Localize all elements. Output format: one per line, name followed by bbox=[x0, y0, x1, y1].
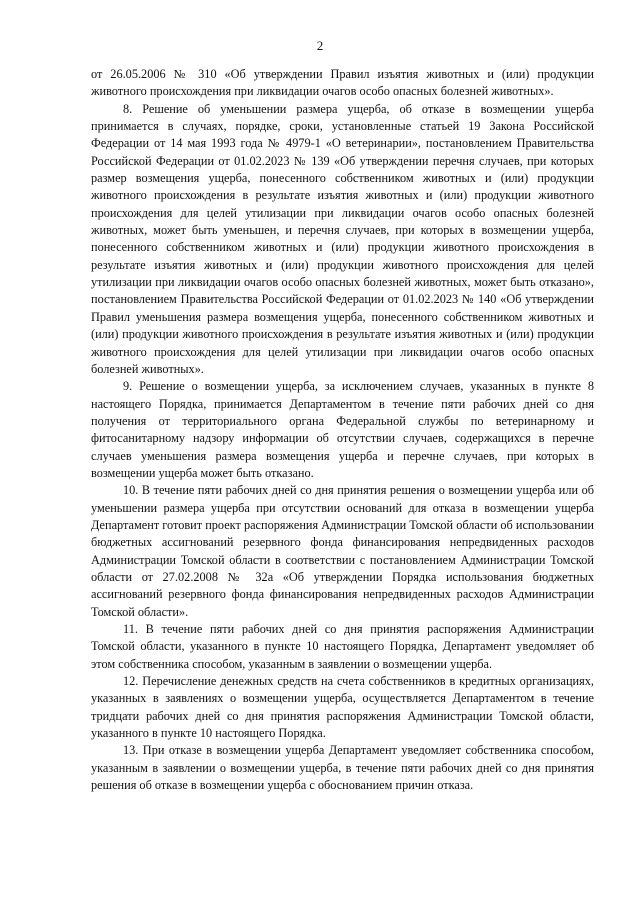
paragraph-9: 9. Решение о возмещении ущерба, за исключением случаев, указанных в пункте 8 настоящего Порядка, принимается Департаментом в течение пяти рабочих дней со дня получения от территориального органа Федеральной службы по ветеринарному и фитосанитарному надзору информации об отсутствии случаев, содержащихся в перечне случаев уменьшения размера возмещения ущерба и перечне случаев, при которых в возмещении ущерба может быть отказано. bbox=[91, 379, 594, 480]
paragraph-continuation: от 26.05.2006 № 310 «Об утверждении Правил изъятия животных и (или) продукции животного происхождения при ликвидации очагов особо опасных болезней животных». bbox=[91, 67, 594, 99]
document-body bbox=[91, 66, 594, 794]
page-number: 2 bbox=[316, 38, 324, 53]
paragraph-8: 8. Решение об уменьшении размера ущерба, об отказе в возмещении ущерба принимается в случаях, порядке, сроки, установленные статьей 19 Закона Российской Федерации от 14 мая 1993 года № 4979-1 «О ветеринарии», постановлением Правительства Российской Федерации от 01.02.2023 № 139 «Об утверждении перечня случаев, при которых размер возмещения ущерба, понесенного собственником животных и (или) продукции животного происхождения в результате изъятия животных и (или) продукции животного происхождения для целей утилизации при ликвидации очагов особо опасных болезней животных, может быть уменьшен, и перечня случаев, при которых в возмещении ущерба, понесенного собственником животных и (или) продукции животного происхождения в результате изъятия животных и (или) продукции животного происхождения для целей утилизации при ликвидации очагов особо опасных болезней животных, может быть отказано», постановлением Правительства Российской Федерации от 01.02.2023 № 140 «Об утверждении Правил уменьшения размера возмещения ущерба, понесенного собственником животных и (или) продукции животного происхождения в результате изъятия животных и (или) продукции животного происхождения для целей утилизации при ликвидации очагов особо опасных болезней животных». bbox=[91, 101, 594, 376]
paragraph-13: 13. При отказе в возмещении ущерба Департамент уведомляет собственника способом, указанным в заявлении о возмещении ущерба, в течение пяти рабочих дней со дня принятия решения об отказе в возмещении ущерба с обоснованием причин отказа. bbox=[91, 743, 594, 793]
paragraph-10: 10. В течение пяти рабочих дней со дня принятия решения о возмещении ущерба или об уменьшении размера ущерба при отсутствии оснований для отказа в возмещении ущерба Департамент готовит проект распоряжения Администрации Томской области об использовании бюджетных ассигнований резервного фонда финансирования непредвиденных расходов Администрации Томской области в соответствии с постановлением Администрации Томской области от 27.02.2008 № 32а «Об утверждении Порядка использования бюджетных ассигнований резервного фонда финансирования непредвиденных расходов Администрации Томской области». bbox=[91, 483, 594, 619]
paragraph-11: 11. В течение пяти рабочих дней со дня принятия распоряжения Администрации Томской области, указанного в пункте 10 настоящего Порядка, Департамент уведомляет об этом собственника способом, указанным в заявлении о возмещении ущерба. bbox=[91, 622, 594, 671]
paragraph-12: 12. Перечисление денежных средств на счета собственников в кредитных организациях, указанных в заявлениях о возмещении ущерба, осуществляется Департаментом в течение тридцати рабочих дней со дня принятия распоряжения Администрации Томской области, указанного в пункте 10 настоящего Порядка. bbox=[91, 674, 594, 741]
